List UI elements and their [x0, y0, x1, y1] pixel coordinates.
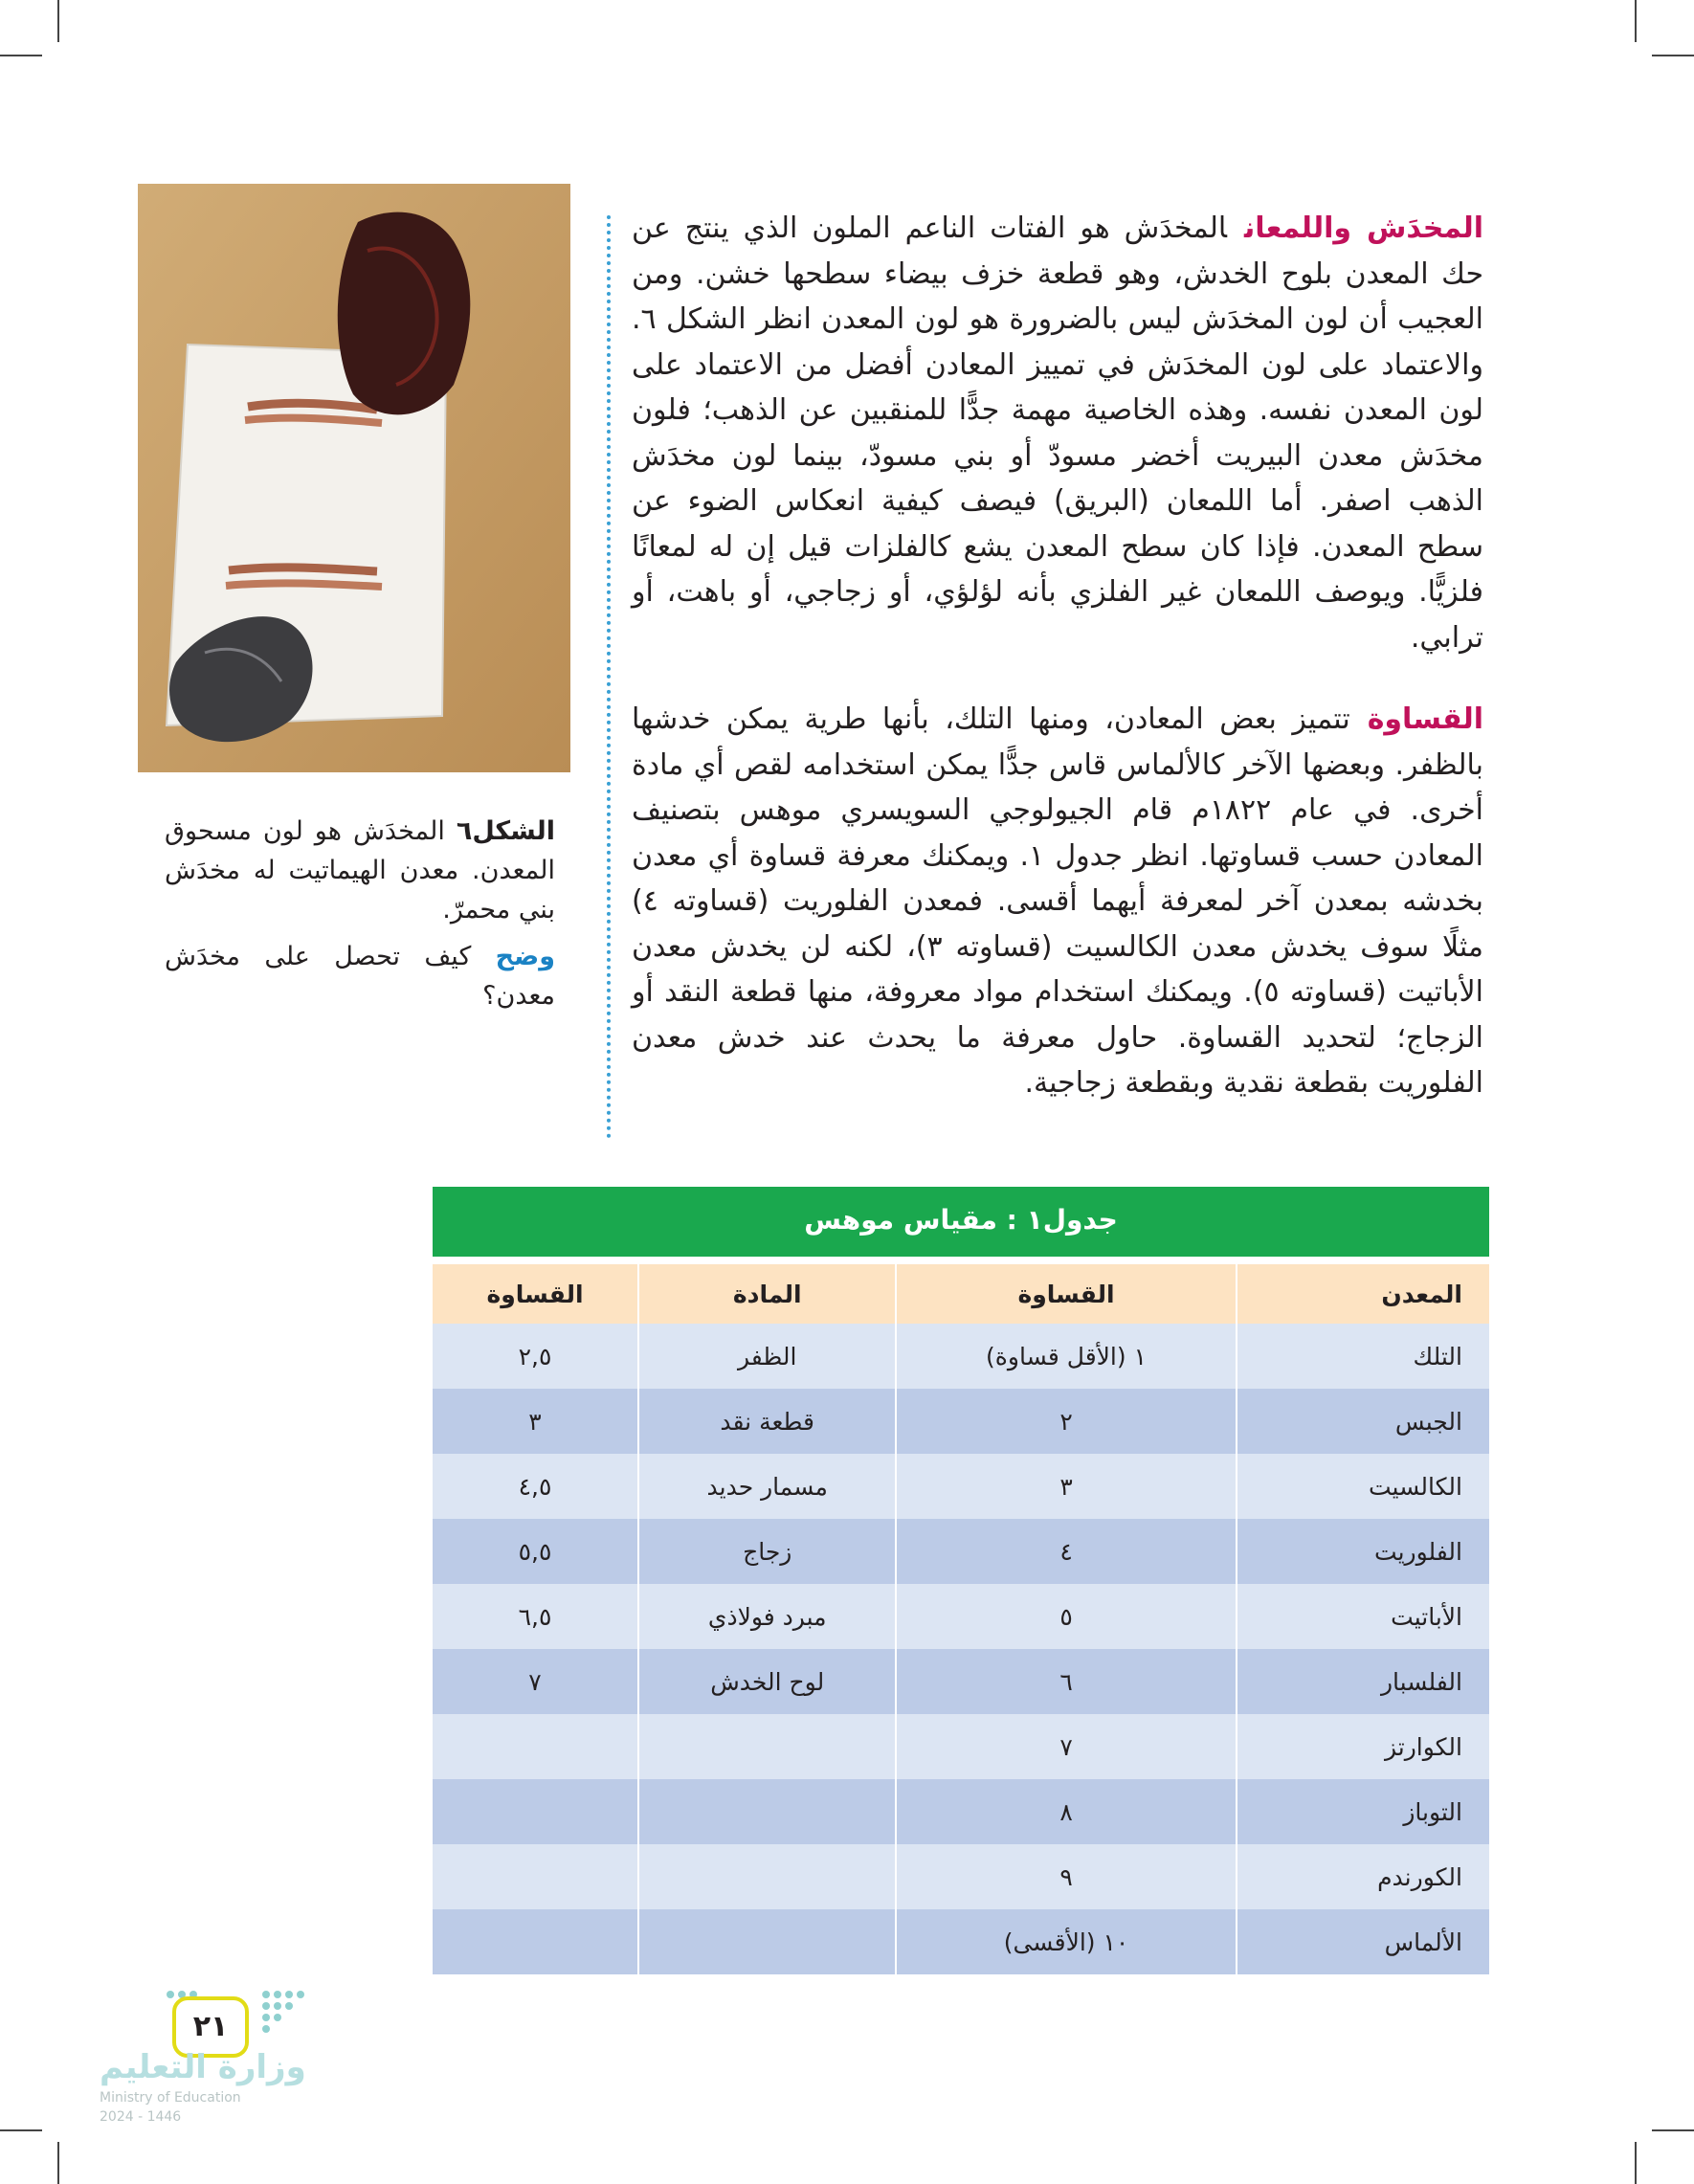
- cell-mineral: الأباتيت: [1237, 1584, 1489, 1649]
- streak-plate-illustration: [138, 184, 570, 772]
- explain-question: [165, 937, 555, 1015]
- cell-material: زجاج: [638, 1519, 896, 1584]
- paragraph-streak-luster: [632, 206, 1483, 660]
- table-row: [433, 1454, 1489, 1519]
- cell-material: الظفر: [638, 1324, 896, 1389]
- cell-material: مبرد فولاذي: [638, 1584, 896, 1649]
- cell-material: [638, 1714, 896, 1779]
- cell-hardness: ١ (الأقل قساوة): [896, 1324, 1236, 1389]
- cell-material-hardness: ٥,٥: [433, 1519, 638, 1584]
- crop-mark: [1652, 2129, 1694, 2131]
- cell-material-hardness: ٣: [433, 1389, 638, 1454]
- cell-material-hardness: ٤,٥: [433, 1454, 638, 1519]
- crop-mark: [1635, 0, 1637, 42]
- table-row: [433, 1649, 1489, 1714]
- cell-hardness: ٢: [896, 1389, 1236, 1454]
- crop-mark: [0, 2129, 42, 2131]
- cell-material: [638, 1844, 896, 1909]
- text-column: [632, 206, 1483, 1106]
- cell-material-hardness: ٢,٥: [433, 1324, 638, 1389]
- paragraph-hardness: [632, 697, 1483, 1106]
- explain-label: وضح: [495, 942, 555, 971]
- explain-text: كيف تحصل على مخدَش معدن؟: [165, 942, 555, 1011]
- cell-hardness: ٣: [896, 1454, 1236, 1519]
- crop-mark: [57, 2142, 59, 2184]
- ministry-name-arabic: وزارة التعليم: [100, 2048, 306, 2086]
- table-header-row: [433, 1260, 1489, 1324]
- header-mineral: المعدن: [1237, 1260, 1489, 1324]
- crop-mark: [1635, 2142, 1637, 2184]
- section-heading-hardness: القساوة: [1367, 702, 1483, 736]
- crop-mark: [0, 55, 42, 56]
- cell-hardness: ٥: [896, 1584, 1236, 1649]
- cell-mineral: الألماس: [1237, 1909, 1489, 1974]
- mohs-scale-table: [433, 1187, 1489, 1974]
- dotted-divider: [607, 215, 611, 1139]
- table-title: جدول١ : مقياس موهس: [433, 1187, 1489, 1257]
- crop-mark: [1652, 55, 1694, 56]
- table-row: [433, 1324, 1489, 1389]
- cell-hardness: ٧: [896, 1714, 1236, 1779]
- cell-mineral: الكالسيت: [1237, 1454, 1489, 1519]
- crop-mark: [57, 0, 59, 42]
- figure-label: الشكل٦: [456, 816, 555, 846]
- cell-material: مسمار حديد: [638, 1454, 896, 1519]
- table-row: [433, 1519, 1489, 1584]
- cell-mineral: الفلسبار: [1237, 1649, 1489, 1714]
- header-hardness-2: القساوة: [433, 1260, 638, 1324]
- cell-mineral: الجبس: [1237, 1389, 1489, 1454]
- cell-material: [638, 1909, 896, 1974]
- section-heading-streak: المخدَش واللمعان: [1244, 212, 1484, 245]
- table-row: [433, 1714, 1489, 1779]
- header-material: المادة: [638, 1260, 896, 1324]
- figure-photo: [138, 184, 570, 772]
- cell-material: [638, 1779, 896, 1844]
- caption-text: [165, 812, 555, 929]
- cell-material: لوح الخدش: [638, 1649, 896, 1714]
- table-row: [433, 1584, 1489, 1649]
- header-hardness: القساوة: [896, 1260, 1236, 1324]
- cell-material-hardness: [433, 1714, 638, 1779]
- paragraph-text: المخدَش هو الفتات الناعم الملون الذي ينتج عن حك المعدن بلوح الخدش، وهو قطعة خزف بيضاء سطحها خشن. ومن العجيب أن لون المخدَش ليس بالضرورة هو لون المعدن انظر الشكل ٦. والاعتماد على لون المخدَش في تمييز المعادن أفضل من الاعتماد على لون المعدن نفسه. وهذه الخاصية مهمة جدًّا للمنقبين عن الذهب؛ فلون مخدَش معدن البيريت أخضر مسودّ أو بني مسودّ، بينما لون مخدَش الذهب اصفر. أما اللمعان (البريق) فيصف كيفية انعكاس الضوء عن سطح المعدن. فإذا كان سطح المعدن يشع كالفلزات قيل إن له لمعانًا فلزيًّا. ويوصف اللمعان غير الفلزي بأنه لؤلؤي، أو زجاجي، أو باهت، أو ترابي.: [632, 212, 1483, 655]
- cell-hardness: ٩: [896, 1844, 1236, 1909]
- cell-material: قطعة نقد: [638, 1389, 896, 1454]
- cell-mineral: الكورندم: [1237, 1844, 1489, 1909]
- cell-material-hardness: [433, 1779, 638, 1844]
- table-row: [433, 1909, 1489, 1974]
- cell-mineral: التلك: [1237, 1324, 1489, 1389]
- cell-hardness: ١٠ (الأقسى): [896, 1909, 1236, 1974]
- table-row: [433, 1389, 1489, 1454]
- cell-material-hardness: ٦,٥: [433, 1584, 638, 1649]
- ministry-name-english: Ministry of Education: [100, 2090, 241, 2106]
- cell-mineral: الكوارتز: [1237, 1714, 1489, 1779]
- cell-material-hardness: [433, 1844, 638, 1909]
- cell-hardness: ٤: [896, 1519, 1236, 1584]
- table-row: [433, 1844, 1489, 1909]
- table-row: [433, 1779, 1489, 1844]
- cell-mineral: الفلوريت: [1237, 1519, 1489, 1584]
- caption-body: المخدَش هو لون مسحوق المعدن. معدن الهيماتيت له مخدَش بني محمرّ.: [165, 816, 555, 925]
- cell-hardness: ٦: [896, 1649, 1236, 1714]
- academic-year: 2024 - 1446: [100, 2109, 182, 2125]
- cell-mineral: التوباز: [1237, 1779, 1489, 1844]
- page-number: ٢١: [172, 1996, 249, 2058]
- cell-material-hardness: [433, 1909, 638, 1974]
- paragraph-text: تتميز بعض المعادن، ومنها التلك، بأنها طرية يمكن خدشها بالظفر. وبعضها الآخر كالألماس قاس جدًّا يمكن استخدامه لقص أي مادة أخرى. في عام ١٨٢٢م قام الجيولوجي السويسري موهس بتصنيف المعادن حسب قساوتها. انظر جدول ١. ويمكنك معرفة قساوة أي معدن بخدشه بمعدن آخر لمعرفة أيهما أقسى. فمعدن الفلوريت (قساوته ٤) مثلًا سوف يخدش معدن الكالسيت (قساوته ٣)، لكنه لن يخدش معدن الأباتيت (قساوته ٥). ويمكنك استخدام مواد معروفة، منها قطعة النقد أو الزجاج؛ لتحديد القساوة. حاول معرفة ما يحدث عند خدش معدن الفلوريت بقطعة نقدية وبقطعة زجاجية.: [632, 702, 1483, 1100]
- cell-hardness: ٨: [896, 1779, 1236, 1844]
- figure-caption: [165, 812, 555, 1015]
- cell-material-hardness: ٧: [433, 1649, 638, 1714]
- mohs-table-grid: [433, 1257, 1489, 1974]
